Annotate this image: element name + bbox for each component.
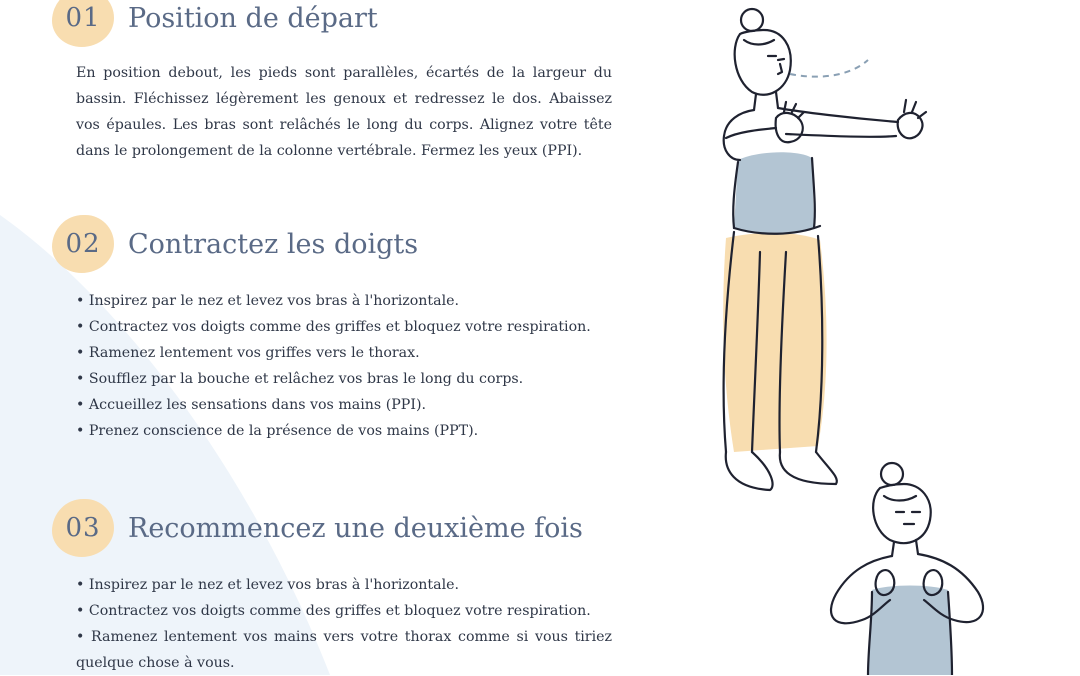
step-description: En position debout, les pieds sont parallèles, écartés de la largeur du bassin. Fléchissez légèrement les genoux et redressez le dos. Abaissez vos épaules. Les bras sont relâchés le long du corps. Alignez votre tête dans le prolongement de la colonne vertébrale. Fermez les yeux (PPI). xyxy=(76,65,612,159)
list-item: • Ramenez lentement vos griffes vers le thorax. xyxy=(76,345,420,361)
step-number-badge: 02 xyxy=(52,215,114,273)
list-item: • Inspirez par le nez et levez vos bras à l'horizontale. xyxy=(76,293,460,309)
step-title: Recommencez une deuxième fois xyxy=(128,512,583,544)
woman-standing-arms-extended-illustration xyxy=(690,0,950,500)
list-item: • Accueillez les sensations dans vos mains (PPI). xyxy=(76,397,426,413)
step-title: Contractez les doigts xyxy=(128,228,419,260)
step-header xyxy=(52,214,612,274)
step-instruction-list xyxy=(76,288,612,444)
list-item: • Soufflez par la bouche et relâchez vos bras le long du corps. xyxy=(76,371,524,387)
step-title: Position de départ xyxy=(128,2,378,34)
step-section-01 xyxy=(52,0,612,164)
list-item: • Prenez conscience de la présence de vos mains (PPT). xyxy=(76,423,479,439)
list-item: • Contractez vos doigts comme des griffes et bloquez votre respiration. xyxy=(76,319,591,335)
step-section-02 xyxy=(52,214,612,444)
step-instruction-list xyxy=(76,572,612,676)
woman-hands-to-chest-illustration xyxy=(810,460,1010,675)
list-item: • Contractez vos doigts comme des griffes et bloquez votre respiration. xyxy=(76,603,591,619)
step-section-03 xyxy=(52,498,612,676)
list-item: • Ramenez lentement vos mains vers votre thorax comme si vous tiriez quelque chose à vous. xyxy=(76,629,612,671)
step-number-badge: 03 xyxy=(52,499,114,557)
step-header xyxy=(52,498,612,558)
list-item: • Inspirez par le nez et levez vos bras à l'horizontale. xyxy=(76,577,460,593)
step-header xyxy=(52,0,612,48)
step-number-badge: 01 xyxy=(52,0,114,47)
